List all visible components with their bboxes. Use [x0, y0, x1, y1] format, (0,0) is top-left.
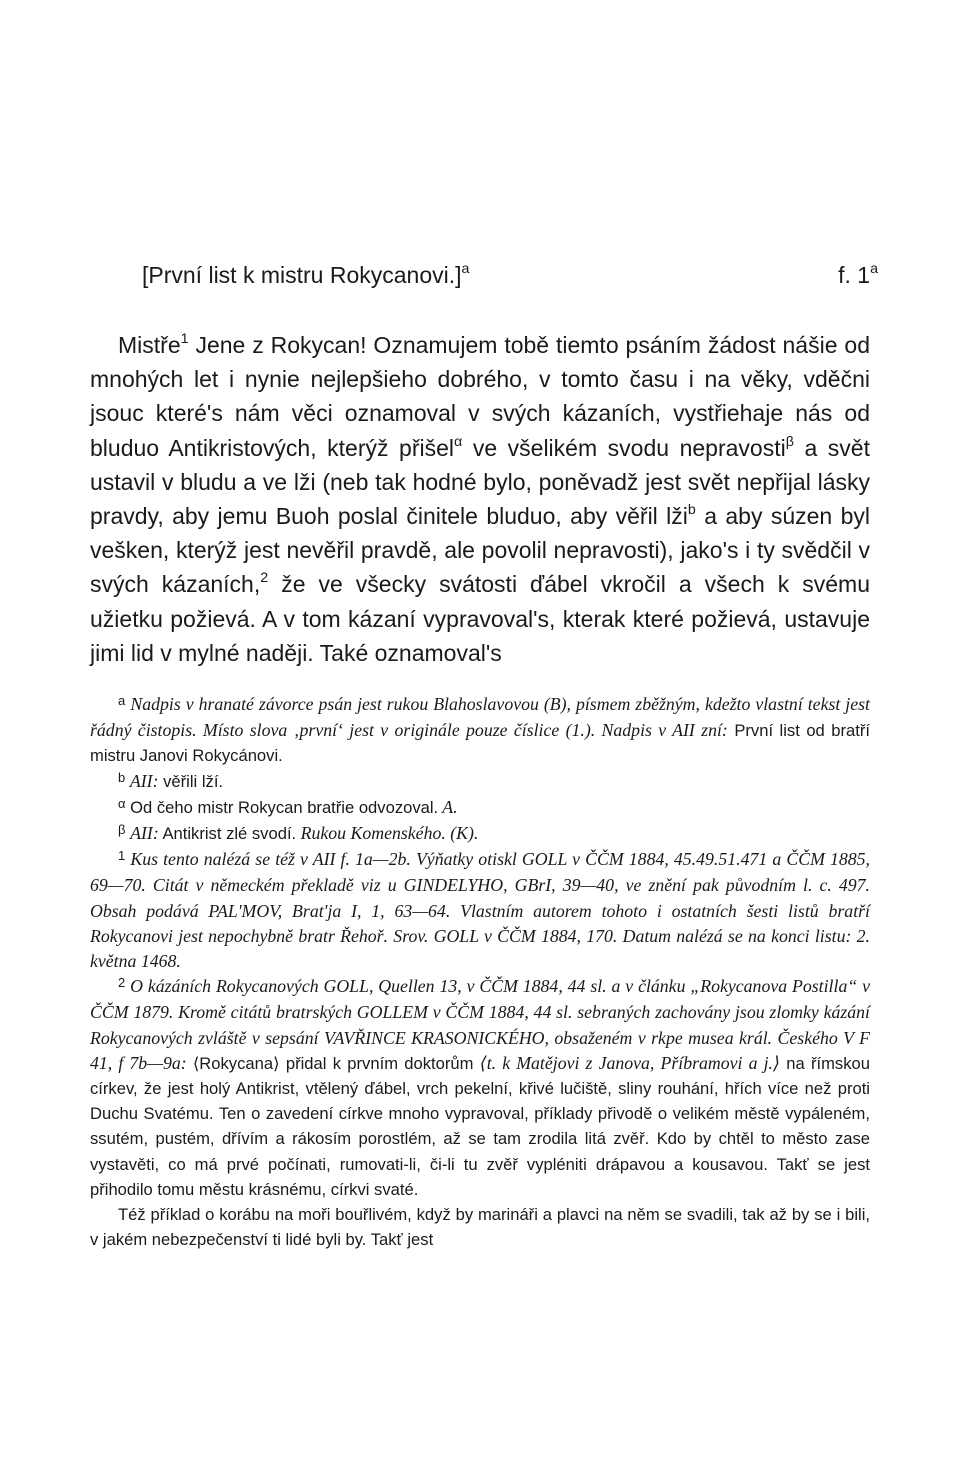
footnote-alpha: $^\alpha$ Od čeho mistr Rokycan bratřie odvozoval. A.	[118, 795, 458, 817]
footnote-ref: α	[454, 433, 463, 450]
footnote-1: $^1$ Kus tento nalézá se též v AII f. 1a—2b. Výňatky otiskl GOLL v ČČM 1884, 45.49.51.471 a ČČM 1885, 69—70. Citát v německém překladě viz u GINDELYHO, GBrI, 39—40, ve znění pak původním l. c. 497. Obsah podává PAL'MOV, Brat'ja I, 1, 63—64. Vlastním autorem tohoto i ostatních šesti listů bratří Rokycanovi jest nepochybně bratr Řehoř. Srov. GOLL v ČČM 1884, 170. Datum nalézá se na konci listu: 2. května 1468.	[90, 848, 870, 972]
footnote-a: $^a$ Nadpis v hranaté závorce psán jest rukou Blahoslavovou (B), písmem zběžným, kdežto vlastní tekst jest řádný čistopis. Místo slova ‚první‘ jest v originále pouze číslice (1.). Nadpis v AII zní: První list od bratří mistru Janovi Rokycánovi.	[90, 693, 870, 766]
page-title: [První list k mistru Rokycanovi.]$^a$	[142, 260, 470, 288]
paragraph: Mistře$^1$ Jene z Rokycan! Oznamujem tobě tiemto psáním žádost nášie od mnohých let i nynie nejlepšieho dobrého, v tomto času i na věky, vděčni jsouc které's nám věci oznamoval v svých kázaních, vystřiehaje nás od bluduo Antikristových, kterýž přišel$^\alpha$ ve všelikém svodu nepravosti$^\beta$ a svět ustavil v bludu a ve lži (neb tak hodné bylo, poněvadž jest svět nepřijal lásky pravdy, aby jemu Buoh poslal činitele bluduo, aby věřil lži$^b$ a aby súzen byl vešken, kterýž jest nevěřil pravdě, ale povolil nepravosti), jako's i ty svědčil v svých kázaních,$^2$ že ve všecky svátosti ďábel vkročil a všech k svému užietku požievá. A v tom kázaní vypravoval's, kterak které požievá, ustavuje jimi lid v mylné naději. Také oznamoval's	[90, 330, 870, 666]
page	[90, 260, 878, 1253]
footnote-b: $^b$ AII: věřili lží.	[118, 769, 224, 791]
footnote-2-continued: Též příklad o korábu na moři bouřlivém, když by marináři a plavci na něm se svadili, tak až by se i bili, v jakém nebezpečenství ti lidé byli by. Takť jest	[90, 1205, 870, 1250]
folio-number: f. 1$^a$	[838, 260, 878, 288]
footnote-beta: $^\beta$ AII: Antikrist zlé svodí. Rukou Komenského. (K).	[118, 822, 479, 844]
footnote-ref: 1	[180, 330, 189, 347]
footnote-2: $^2$ O kázáních Rokycanových GOLL, Quellen 13, v ČČM 1884, 44 sl. a v článku „Rokycanova Postilla“ v ČČM 1879. Kromě citátů bratrských GOLLEM v ČČM 1884, 44 sl. sebraných zachovány jsou zlomky kázání Rokycanových zvláště v sepsání VAVŘINCE KRASONICKÉHO, obsaženém v rkpe musea král. Českého V F 41, f 7b—9a: ⟨Rokycana⟩ přidal k prvním doktorům ⟨t. k Matějovi z Janova, Příbramovi a j.⟩ na římskou církev, že jest holý Antikrist, vtělený ďábel, vrch pekelní, křivé lučiště, sliny rouhání, hřích více než proti Duchu Svatému. Ten o zavedení církve mnoho vypravoval, příklady přivodě o velikém městě vypáleném, ssutém, pustém, dřívím a rákosím porostlém, až se tam zrodila litá zvěř. Kdo by chtěl to město zase vystavěti, co má prvé počínati, rumovati-li, či-li tu zvěř vypléniti drápavou a kousavou. Takť se jest přihodilo tomu městu krásnému, církvi svaté.	[90, 975, 870, 1199]
folio-suffix: a	[870, 260, 878, 277]
header	[90, 260, 878, 298]
main-text	[90, 328, 870, 670]
footnote-ref: 2	[260, 570, 269, 587]
footnotes	[90, 692, 870, 1252]
title-note-mark: a	[461, 260, 470, 277]
footnote-ref: b	[687, 501, 696, 518]
footnote-ref: β	[785, 433, 794, 450]
